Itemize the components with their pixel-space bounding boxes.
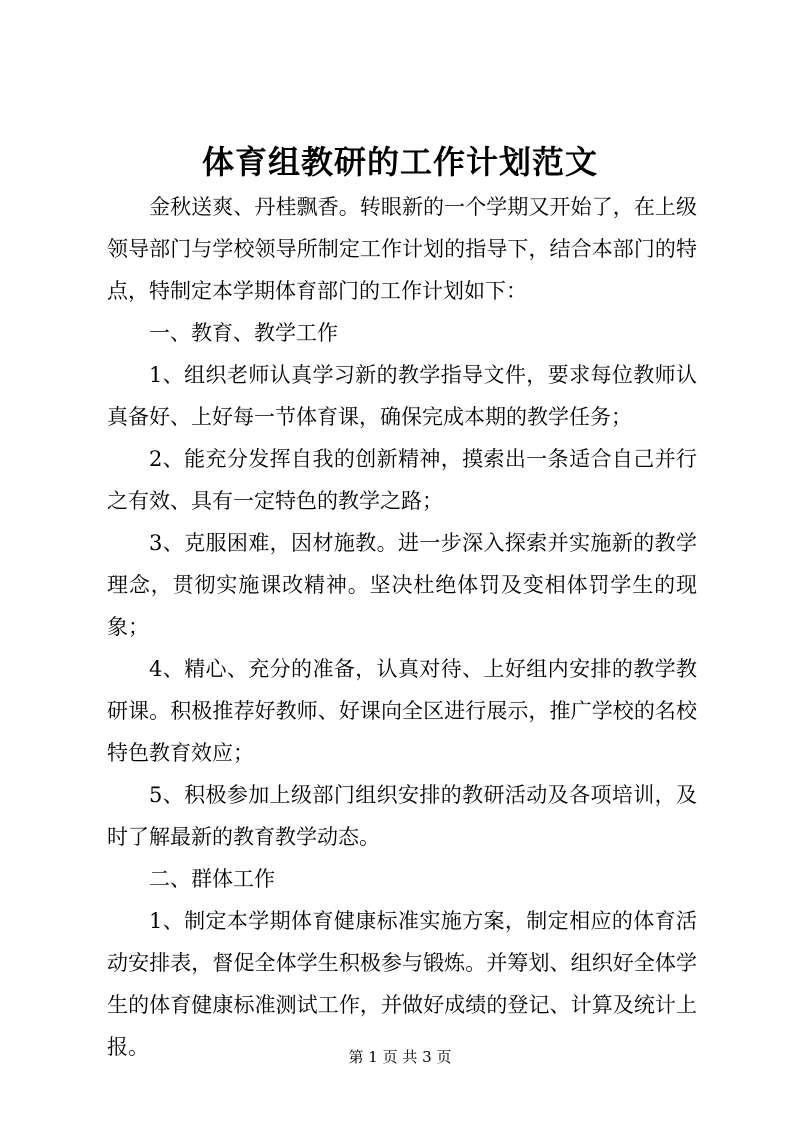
page-number-footer: 第 1 页 共 3 页 [348,1048,452,1066]
document-title: 体育组教研的工作计划范文 [201,143,598,181]
document-body [107,186,697,1068]
paragraph-group-1: 1、制定本学期体育健康标准实施方案，制定相应的体育活动安排表，督促全体学生积极参与锻炼。并筹划、组织好全体学生的体育健康标准测试工作，并做好成绩的登记、计算及统计上报。 [107,909,697,1059]
paragraph-teaching-5: 5、积极参加上级部门组织安排的教研活动及各项培训，及时了解最新的教育教学动态。 [107,783,697,849]
paragraph-teaching-2: 2、能充分发挥自我的创新精神，摸索出一条适合自己并行之有效、具有一定特色的教学之路； [107,447,697,513]
paragraph-teaching-4: 4、精心、充分的准备，认真对待、上好组内安排的教学教研课。积极推荐好教师、好课向全区进行展示，推广学校的名校特色教育效应； [107,657,697,765]
section-heading-group: 二、群体工作 [149,867,275,891]
paragraph-intro: 金秋送爽、丹桂飘香。转眼新的一个学期又开始了，在上级领导部门与学校领导所制定工作计划的指导下，结合本部门的特点，特制定本学期体育部门的工作计划如下： [107,195,697,303]
paragraph-teaching-1: 1、组织老师认真学习新的教学指导文件，要求每位教师认真备好、上好每一节体育课，确保完成本期的教学任务； [107,363,697,429]
paragraph-teaching-3: 3、克服困难，因材施教。进一步深入探索并实施新的教学理念，贯彻实施课改精神。坚决杜绝体罚及变相体罚学生的现象； [107,531,697,639]
section-heading-teaching: 一、教育、教学工作 [149,321,338,345]
